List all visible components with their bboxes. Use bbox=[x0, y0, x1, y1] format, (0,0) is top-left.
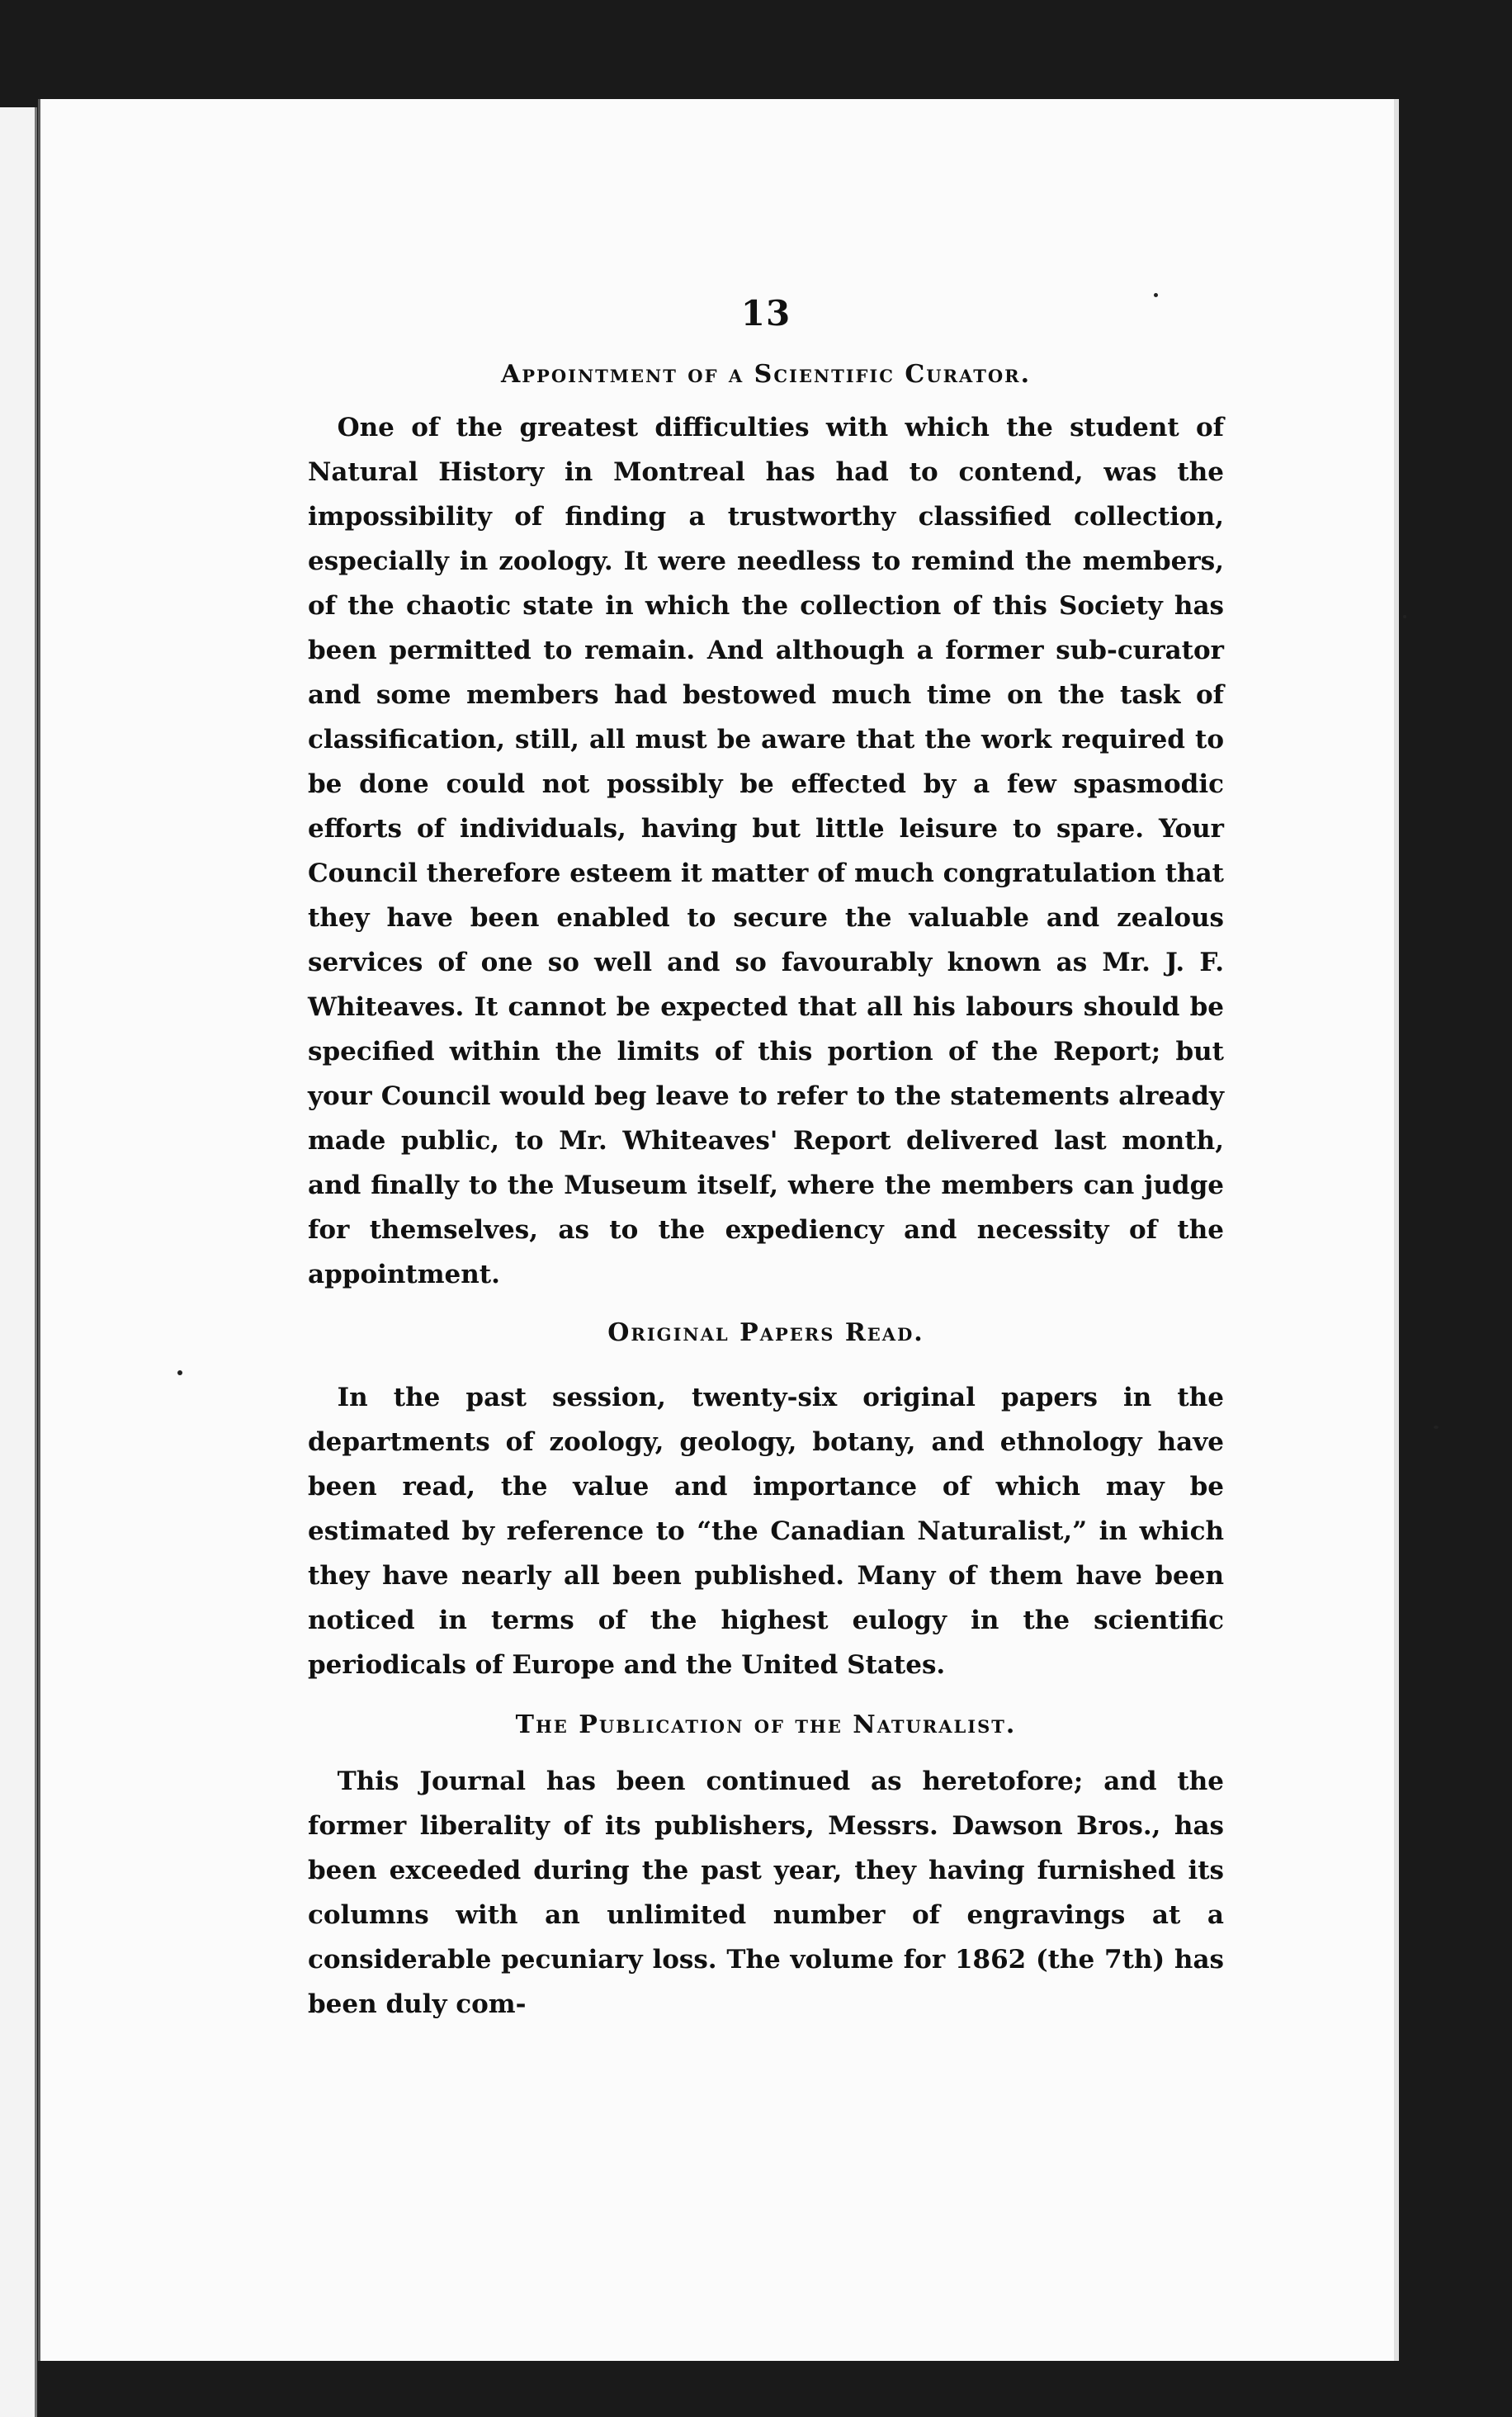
page-number: 13 bbox=[740, 293, 791, 333]
section-heading-publication: The Publication of the Naturalist. bbox=[515, 1710, 1017, 1739]
section-heading-papers: Original Papers Read. bbox=[607, 1318, 924, 1347]
paragraph-papers: In the past session, twenty-six original papers in the departments of zoology, geology, botany, and ethnology have been read, the value and importance of which may be estimated by reference to “the Canadian Naturalist,” in which they have nearly all been published. Many of them have been noticed in terms of the highest eulogy in the scientific periodicals of Europe and the United States. bbox=[308, 1383, 1224, 1680]
paper-speck bbox=[177, 1370, 182, 1375]
adjacent-page-edge bbox=[0, 107, 37, 2417]
section-heading-curator: Appointment of a Scientific Curator. bbox=[500, 360, 1032, 389]
page-content bbox=[308, 194, 1224, 2027]
paragraph-curator: One of the greatest difficulties with which the student of Natural History in Montreal has had to contend, was the impossibility of finding a trustworthy classified collection, especially in zoology. It were needless to remind the members, of the chaotic state in which the collection of this Society has been permitted to remain. And although a former sub-curator and some members had bestowed much time on the task of classification, still, all must be aware that the work required to be done could not possibly be effected by a few spasmodic efforts of individuals, having but little leisure to spare. Your Council therefore esteem it matter of much congratulation that they have been enabled to secure the valuable and zealous services of one so well and so favourably known as Mr. J. F. Whiteaves. It cannot be expected that all his labours should be specified within the limits of this portion of the Report; but your Council would beg leave to refer to the statements already made public, to Mr. Whiteaves' Report delivered last month, and finally to the Museum itself, where the members can judge for themselves, as to the expediency and necessity of the appointment. bbox=[308, 413, 1224, 1289]
paragraph-publication: This Journal has been continued as heretofore; and the former liberality of its publishers, Messrs. Dawson Bros., has been exceeded during the past year, they having furnished its columns with an unlimited number of engravings at a considerable pecuniary loss. The volume for 1862 (the 7th) has been duly com- bbox=[308, 1767, 1224, 2019]
paper-speck bbox=[1154, 293, 1158, 297]
paper-speck bbox=[1403, 615, 1406, 618]
paper-speck bbox=[1434, 1426, 1439, 1429]
